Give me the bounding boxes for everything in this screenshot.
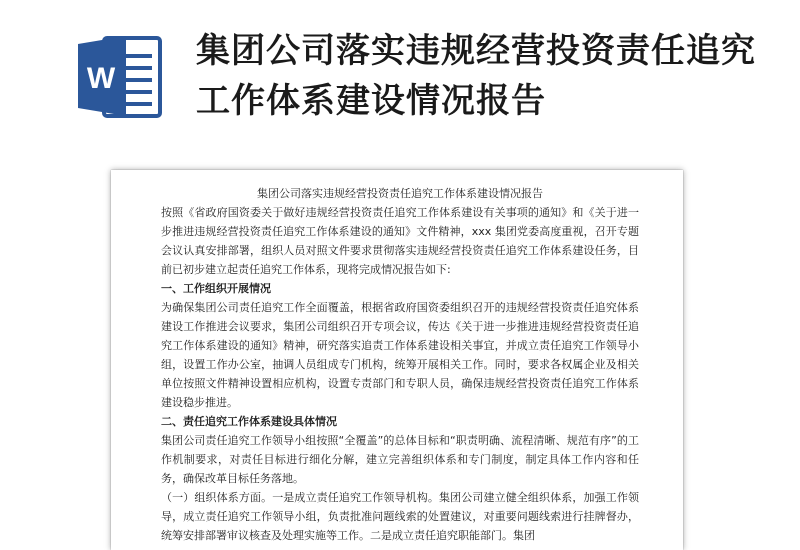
word-icon	[74, 30, 166, 122]
page-title: 集团公司落实违规经营投资责任追究工作体系建设情况报告	[196, 31, 756, 121]
section-paragraph-1: 为确保集团公司责任追究工作全面覆盖，根据省政府国资委组织召开的违规经营投资责任追究体系建设工作推进会议要求，集团公司组织召开专项会议，传达《关于进一步推进违规经营投资责任追究工作体系建设的通知》精神，研究落实追责工作体系建设相关事宜，并成立责任追究工作领导小组，设置工作办公室，抽调人员组成专门机构，统筹开展相关工作。同时，要求各权属企业及相关单位按照文件精神设置相应机构，设置专责部门和专职人员，确保违规经营投资责任追究工作体系建设稳步推进。	[161, 301, 639, 409]
section-heading-1: 一、工作组织开展情况	[161, 282, 271, 295]
document-title: 集团公司落实违规经营投资责任追究工作体系建设情况报告	[257, 187, 543, 200]
svg-text:W: W	[86, 62, 116, 95]
section-paragraph-2: 集团公司责任追究工作领导小组按照“全覆盖”的总体目标和“职责明确、流程清晰、规范有序”的工作机制要求，对责任目标进行细化分解，建立完善组织体系和专门制度，制定具体工作内容和任务，确保改革目标任务落地。	[161, 434, 639, 485]
document-page	[111, 170, 683, 550]
section-paragraph-2-item-1: （一）组织体系方面。一是成立责任追究工作领导机构。集团公司建立健全组织体系，加强工作领导，成立责任追究工作领导小组，负责批准问题线索的处置建议，对重要问题线索进行挂牌督办，统筹安排部署审议核查及处理实施等工作。二是成立责任追究职能部门。集团	[161, 491, 639, 542]
document-body	[161, 184, 639, 545]
header	[0, 0, 800, 160]
section-heading-2: 二、责任追究工作体系建设具体情况	[161, 415, 337, 428]
intro-paragraph: 按照《省政府国资委关于做好违规经营投资责任追究工作体系建设有关事项的通知》和《关于进一步推进违规经营投资责任追究工作体系建设的通知》文件精神，xxx 集团党委高度重视，召开专题会议认真安排部署，组织人员对照文件要求贯彻落实违规经营投资责任追究工作体系建设任务，目前已初步建立起责任追究工作体系，现将完成情况报告如下:	[161, 206, 639, 276]
